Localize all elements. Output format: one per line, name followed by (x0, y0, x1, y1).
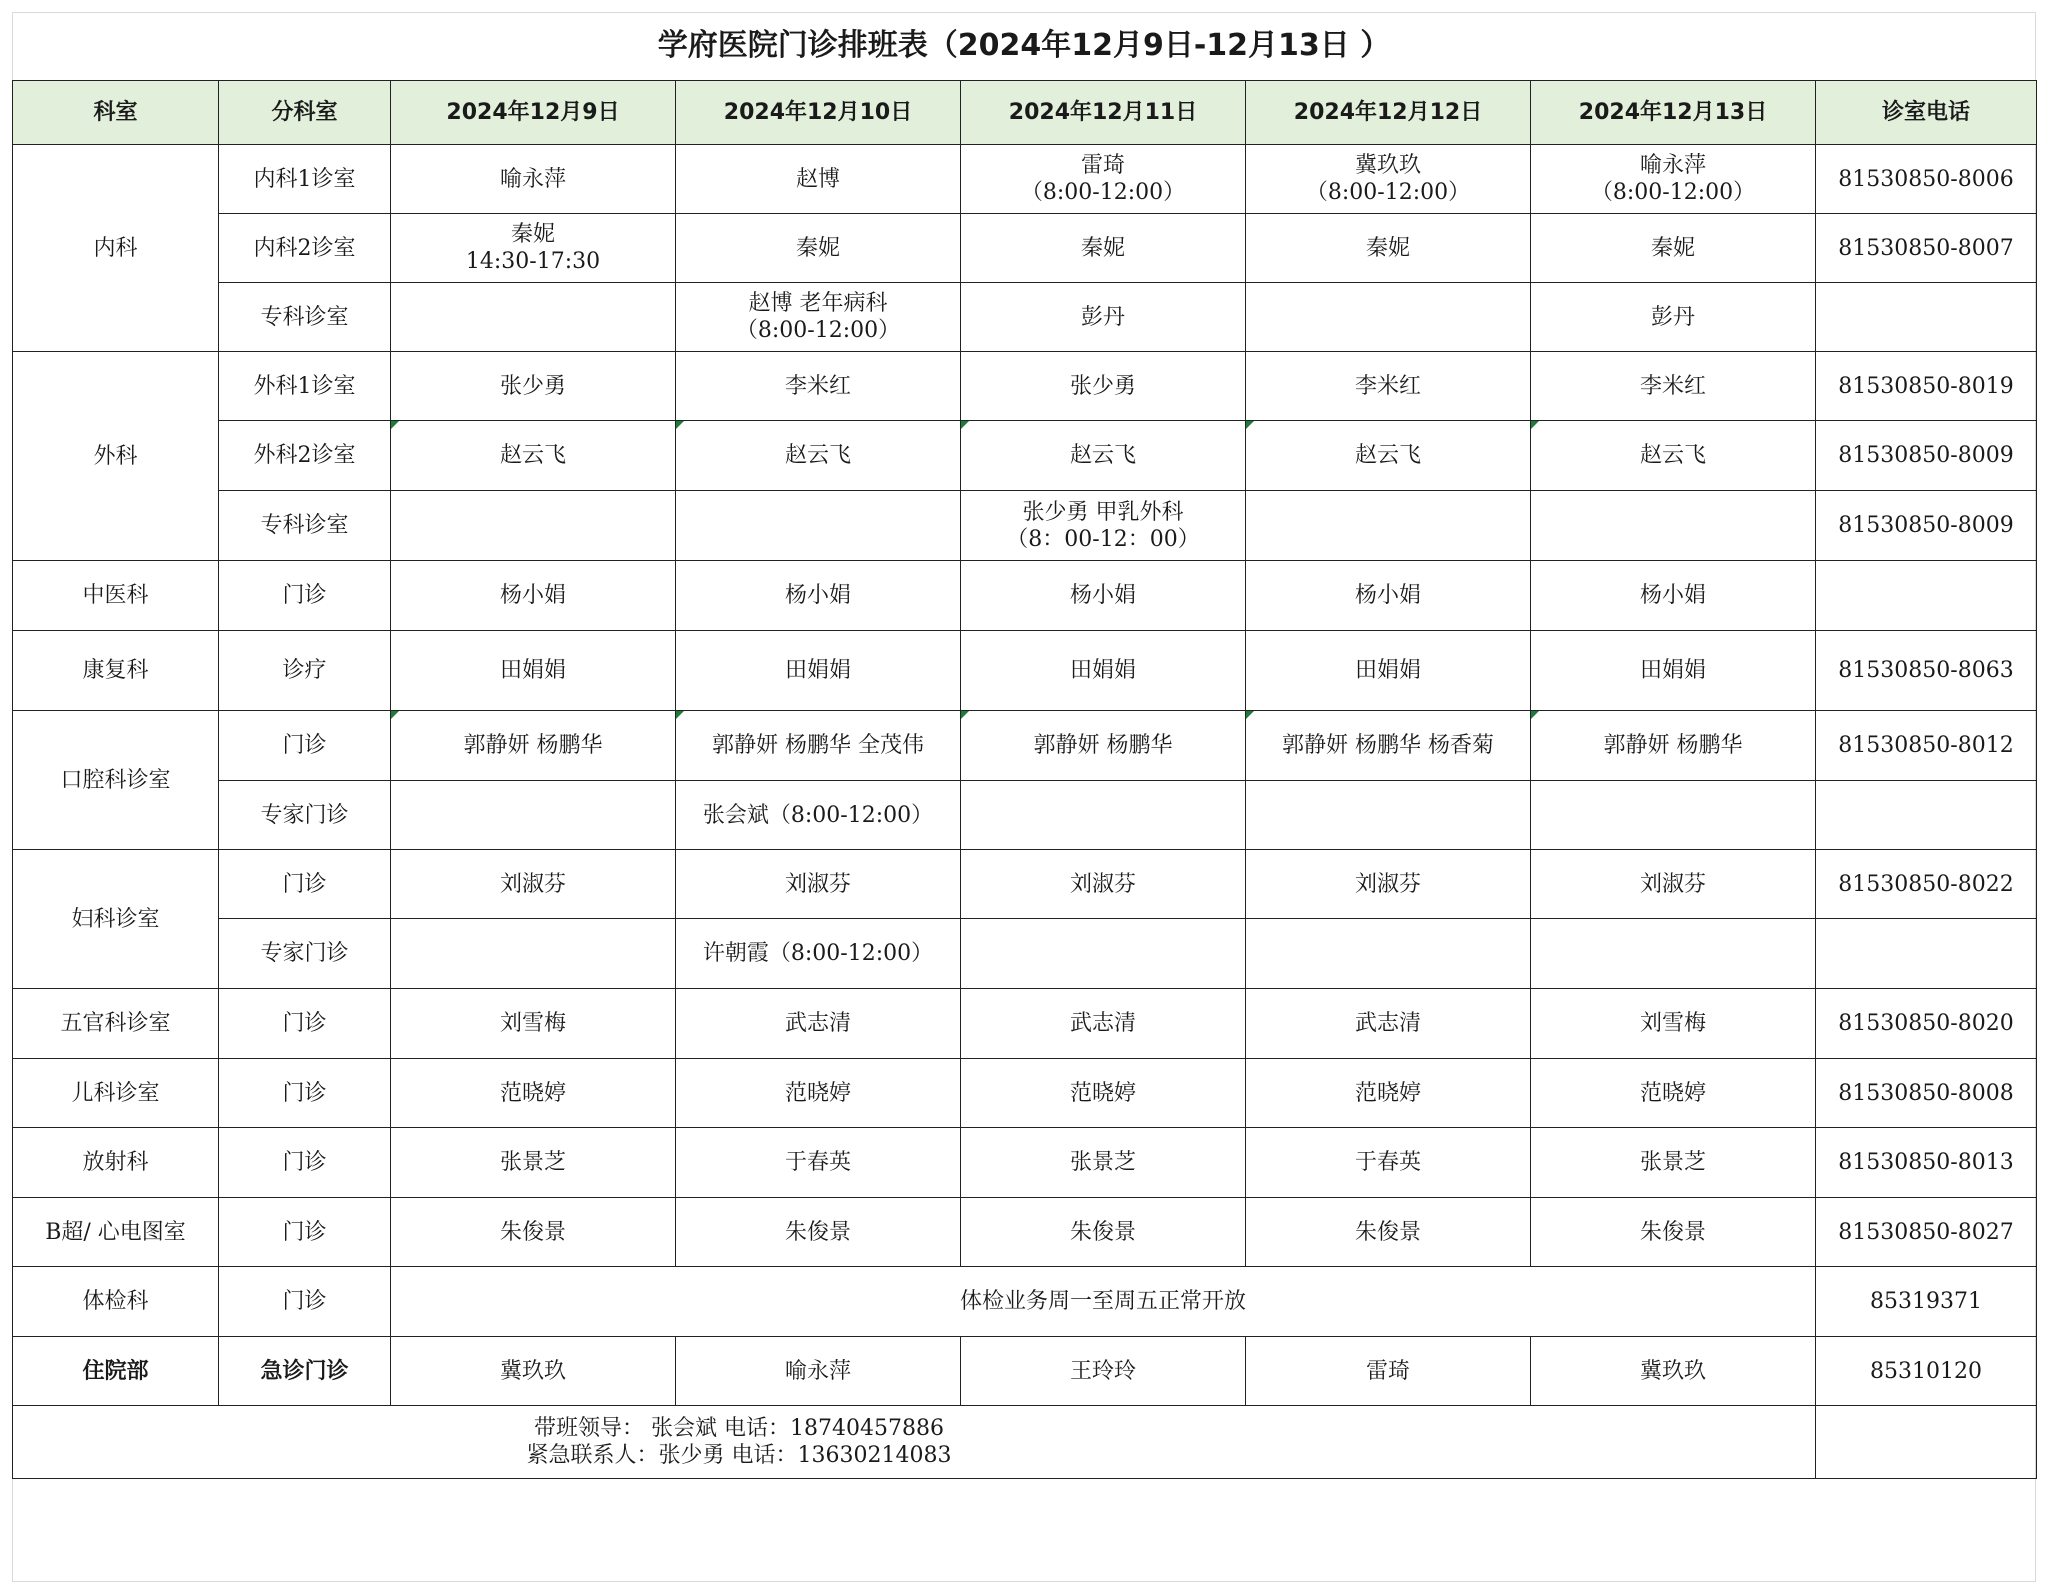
doctor-text: 范晓婷 (1639, 1080, 1706, 1106)
doctor-text: 杨小娟 (1639, 583, 1706, 608)
department-cell[interactable]: 体检科 (13, 1267, 219, 1337)
sub-department-cell[interactable]: 门诊 (219, 711, 391, 781)
schedule-cell[interactable] (1246, 1128, 1531, 1198)
doctor-text: 14:30-17:30 (465, 249, 601, 274)
doctor-text: 范晓婷 (1069, 1080, 1136, 1106)
doctor-text: 冀玖玖 (499, 1358, 566, 1384)
schedule-cell[interactable] (676, 781, 961, 850)
doctor-text: 赵博 (795, 166, 840, 192)
phone-cell[interactable]: 81530850-8063 (1816, 631, 2037, 711)
header-row (13, 81, 2037, 145)
doctor-text: 雷琦 (1365, 1358, 1410, 1384)
doctor-text: 刘雪梅 (499, 1011, 566, 1036)
department-cell[interactable]: 五官科诊室 (13, 989, 219, 1059)
phone-cell[interactable]: 81530850-8007 (1816, 214, 2037, 283)
schedule-cell[interactable] (1531, 850, 1816, 919)
schedule-cell[interactable] (961, 989, 1246, 1059)
sub-department-cell[interactable]: 门诊 (219, 850, 391, 919)
department-cell[interactable]: 妇科诊室 (13, 850, 219, 989)
department-cell[interactable]: 住院部 (13, 1337, 219, 1406)
sub-department-cell[interactable]: 外科2诊室 (219, 421, 391, 491)
schedule-cell[interactable] (391, 919, 676, 989)
schedule-cell[interactable] (676, 850, 961, 919)
doctor-text: （8:00-12:00） (735, 318, 901, 343)
phone-cell[interactable] (1816, 919, 2037, 989)
doctor-text: 李米红 (784, 373, 851, 399)
doctor-text: 张少勇 (499, 373, 566, 399)
schedule-cell[interactable] (391, 214, 676, 283)
phone-cell[interactable]: 81530850-8009 (1816, 421, 2037, 491)
doctor-text: 冀玖玖 (1354, 153, 1421, 178)
doctor-text: 张景芝 (1069, 1150, 1136, 1175)
department-cell[interactable]: 内科 (13, 145, 219, 352)
schedule-table (12, 80, 2037, 1479)
schedule-cell[interactable] (391, 631, 676, 711)
doctor-text: 李米红 (1639, 373, 1706, 399)
schedule-cell[interactable] (1246, 989, 1531, 1059)
doctor-text: 张景芝 (499, 1150, 566, 1175)
schedule-cell[interactable] (1246, 1337, 1531, 1406)
sub-department-cell[interactable]: 门诊 (219, 1198, 391, 1267)
schedule-cell[interactable] (676, 631, 961, 711)
doctor-text: 朱俊景 (784, 1219, 851, 1245)
schedule-cell[interactable] (1246, 214, 1531, 283)
doctor-text: 刘淑芬 (499, 871, 566, 897)
page-title: 学府医院门诊排班表（2024年12月9日-12月13日 ） (657, 28, 1391, 63)
doctor-text: 刘淑芬 (1354, 871, 1421, 897)
header-cell[interactable]: 分科室 (219, 81, 391, 145)
table-row (13, 781, 2037, 850)
doctor-text: 杨小娟 (1354, 583, 1421, 608)
doctor-text: 田娟娟 (1354, 658, 1421, 683)
doctor-text: 杨小娟 (784, 583, 851, 608)
schedule-cell[interactable] (961, 850, 1246, 919)
table-row (13, 214, 2037, 283)
doctor-text: 田娟娟 (499, 658, 566, 683)
doctor-text: 赵云飞 (1354, 443, 1421, 468)
department-cell[interactable]: 放射科 (13, 1128, 219, 1198)
phone-cell[interactable]: 81530850-8020 (1816, 989, 2037, 1059)
footer-row (13, 1406, 2037, 1479)
table-row (13, 989, 2037, 1059)
schedule-cell[interactable] (1531, 1337, 1816, 1406)
schedule-cell[interactable] (1531, 989, 1816, 1059)
schedule-cell[interactable] (391, 850, 676, 919)
contact-info-cell[interactable] (13, 1406, 1816, 1479)
doctor-text: 武志清 (784, 1011, 851, 1036)
schedule-cell[interactable] (676, 989, 961, 1059)
schedule-cell[interactable] (1246, 711, 1531, 781)
doctor-text: 赵云飞 (499, 443, 566, 468)
schedule-cell[interactable] (961, 352, 1246, 421)
department-cell[interactable]: 儿科诊室 (13, 1059, 219, 1128)
phone-cell[interactable]: 81530850-8006 (1816, 145, 2037, 214)
schedule-cell[interactable] (1246, 919, 1531, 989)
schedule-cell[interactable] (391, 421, 676, 491)
doctor-text: 田娟娟 (1639, 658, 1706, 683)
schedule-cell[interactable] (391, 711, 676, 781)
doctor-text: 彭丹 (1650, 304, 1695, 330)
phone-cell[interactable] (1816, 781, 2037, 850)
doctor-text: 郭静妍 杨鹏华 (1603, 733, 1743, 758)
header-cell[interactable]: 2024年12月11日 (961, 81, 1246, 145)
phone-cell[interactable]: 81530850-8013 (1816, 1128, 2037, 1198)
doctor-text: 郭静妍 杨鹏华 全茂伟 (712, 733, 924, 758)
table-row (13, 1267, 2037, 1337)
doctor-text: 朱俊景 (1639, 1219, 1706, 1245)
doctor-text: 秦妮 (1080, 235, 1125, 261)
phone-cell[interactable]: 81530850-8012 (1816, 711, 2037, 781)
table-row (13, 711, 2037, 781)
schedule-cell[interactable] (1531, 283, 1816, 352)
schedule-cell[interactable] (1246, 352, 1531, 421)
schedule-cell[interactable] (1246, 561, 1531, 631)
table-row (13, 145, 2037, 214)
doctor-text: 刘淑芬 (1639, 871, 1706, 897)
doctor-text: （8:00-12:00） (1020, 180, 1186, 205)
schedule-cell[interactable] (1531, 1198, 1816, 1267)
header-cell[interactable]: 2024年12月13日 (1531, 81, 1816, 145)
schedule-cell[interactable] (676, 1337, 961, 1406)
phone-cell[interactable]: 81530850-8019 (1816, 352, 2037, 421)
phone-cell[interactable]: 81530850-8022 (1816, 850, 2037, 919)
schedule-cell[interactable] (961, 919, 1246, 989)
doctor-text: 张会斌（8:00-12:00） (702, 802, 934, 828)
phone-cell[interactable]: 81530850-8027 (1816, 1198, 2037, 1267)
schedule-cell[interactable] (391, 491, 676, 561)
phone-cell[interactable]: 85310120 (1816, 1337, 2037, 1406)
doctor-text: 许朝霞（8:00-12:00） (702, 941, 934, 966)
schedule-cell[interactable] (676, 1128, 961, 1198)
doctor-text: 武志清 (1354, 1011, 1421, 1036)
schedule-cell[interactable] (676, 145, 961, 214)
doctor-text: 刘淑芬 (1069, 871, 1136, 897)
schedule-cell[interactable] (1246, 145, 1531, 214)
contact-line: 带班领导： 张会斌 电话：18740457886 (534, 1416, 944, 1441)
schedule-cell[interactable] (676, 421, 961, 491)
schedule-cell[interactable] (1531, 214, 1816, 283)
sub-department-cell[interactable]: 专家门诊 (219, 781, 391, 850)
table-row (13, 919, 2037, 989)
phone-cell[interactable]: 81530850-8008 (1816, 1059, 2037, 1128)
doctor-text: 秦妮 (510, 222, 555, 247)
doctor-text: 刘淑芬 (784, 871, 851, 897)
department-cell[interactable]: 康复科 (13, 631, 219, 711)
table-row (13, 491, 2037, 561)
schedule-cell[interactable] (961, 421, 1246, 491)
schedule-cell[interactable] (391, 1337, 676, 1406)
doctor-text: 朱俊景 (499, 1219, 566, 1245)
doctor-text: 王玲玲 (1069, 1358, 1136, 1384)
schedule-cell[interactable] (676, 1059, 961, 1128)
doctor-text: 范晓婷 (499, 1080, 566, 1106)
schedule-cell[interactable] (961, 631, 1246, 711)
table-row (13, 421, 2037, 491)
schedule-cell[interactable] (961, 283, 1246, 352)
phone-cell[interactable] (1816, 1406, 2037, 1479)
phone-cell[interactable]: 85319371 (1816, 1267, 2037, 1337)
sub-department-cell[interactable]: 内科2诊室 (219, 214, 391, 283)
doctor-text: 田娟娟 (784, 658, 851, 683)
phone-cell[interactable] (1816, 561, 2037, 631)
schedule-cell[interactable] (1246, 850, 1531, 919)
schedule-cell[interactable] (391, 781, 676, 850)
schedule-cell[interactable] (1246, 421, 1531, 491)
schedule-cell[interactable] (1531, 145, 1816, 214)
schedule-cell[interactable] (961, 491, 1246, 561)
schedule-cell[interactable] (961, 214, 1246, 283)
schedule-cell[interactable] (391, 283, 676, 352)
contact-line: 紧急联系人：张少勇 电话：13630214083 (526, 1443, 952, 1468)
sub-department-cell[interactable]: 急诊门诊 (219, 1337, 391, 1406)
schedule-cell[interactable] (391, 1128, 676, 1198)
doctor-text: 喻永萍 (784, 1358, 851, 1384)
schedule-cell[interactable] (1246, 283, 1531, 352)
doctor-text: 张景芝 (1639, 1150, 1706, 1175)
schedule-cell[interactable] (961, 781, 1246, 850)
doctor-text: 李米红 (1354, 373, 1421, 399)
schedule-cell[interactable] (676, 919, 961, 989)
schedule-cell[interactable] (1531, 352, 1816, 421)
doctor-text: 范晓婷 (1354, 1080, 1421, 1106)
schedule-cell[interactable] (391, 989, 676, 1059)
schedule-cell[interactable] (1246, 1198, 1531, 1267)
doctor-text: 田娟娟 (1069, 658, 1136, 683)
header-cell[interactable]: 科室 (13, 81, 219, 145)
table-row (13, 352, 2037, 421)
table-row (13, 1337, 2037, 1406)
table-row (13, 561, 2037, 631)
header-cell[interactable]: 2024年12月9日 (391, 81, 676, 145)
doctor-text: 雷琦 (1080, 153, 1125, 178)
schedule-cell[interactable] (961, 1337, 1246, 1406)
schedule-cell[interactable] (1246, 1059, 1531, 1128)
schedule-cell[interactable] (1531, 421, 1816, 491)
schedule-cell[interactable] (676, 352, 961, 421)
department-cell[interactable]: 中医科 (13, 561, 219, 631)
doctor-text: 喻永萍 (1639, 153, 1706, 178)
sub-department-cell[interactable]: 门诊 (219, 1267, 391, 1337)
schedule-cell[interactable] (1531, 711, 1816, 781)
doctor-text: 冀玖玖 (1639, 1358, 1706, 1384)
doctor-text: 张少勇 (1069, 373, 1136, 399)
department-cell[interactable]: 口腔科诊室 (13, 711, 219, 850)
phone-cell[interactable] (1816, 283, 2037, 352)
schedule-cell[interactable] (961, 145, 1246, 214)
doctor-text: （8:00-12:00） (1590, 180, 1756, 205)
doctor-text: 秦妮 (1365, 235, 1410, 261)
schedule-cell[interactable] (391, 352, 676, 421)
doctor-text: 郭静妍 杨鹏华 (463, 733, 603, 758)
doctor-text: 朱俊景 (1354, 1219, 1421, 1245)
table-row (13, 283, 2037, 352)
sub-department-cell[interactable]: 专科诊室 (219, 283, 391, 352)
doctor-text: 范晓婷 (784, 1080, 851, 1106)
schedule-cell[interactable] (676, 214, 961, 283)
doctor-text: 杨小娟 (1069, 583, 1136, 608)
schedule-cell[interactable] (1531, 781, 1816, 850)
doctor-text: 赵云飞 (784, 443, 851, 468)
department-cell[interactable]: B超/ 心电图室 (13, 1198, 219, 1267)
doctor-text: 杨小娟 (499, 583, 566, 608)
doctor-text: 朱俊景 (1069, 1219, 1136, 1245)
schedule-cell[interactable] (391, 145, 676, 214)
schedule-cell[interactable] (1246, 781, 1531, 850)
doctor-text: 秦妮 (1650, 235, 1695, 261)
schedule-cell[interactable] (961, 561, 1246, 631)
doctor-text: 赵云飞 (1069, 443, 1136, 468)
department-cell[interactable]: 外科 (13, 352, 219, 561)
table-row (13, 1128, 2037, 1198)
sub-department-cell[interactable]: 专家门诊 (219, 919, 391, 989)
sub-department-cell[interactable]: 门诊 (219, 1059, 391, 1128)
doctor-text: 彭丹 (1080, 304, 1125, 330)
doctor-text: 张少勇 甲乳外科 (1022, 499, 1184, 525)
schedule-cell[interactable] (1531, 919, 1816, 989)
schedule-cell[interactable] (676, 283, 961, 352)
doctor-text: 赵博 老年病科 (748, 291, 888, 316)
schedule-cell[interactable] (676, 711, 961, 781)
table-row (13, 1198, 2037, 1267)
schedule-cell[interactable] (1246, 491, 1531, 561)
schedule-cell[interactable] (676, 561, 961, 631)
schedule-cell[interactable] (391, 561, 676, 631)
doctor-text: 于春英 (1354, 1150, 1421, 1175)
schedule-cell[interactable] (1531, 491, 1816, 561)
schedule-cell[interactable] (391, 1198, 676, 1267)
header-cell[interactable]: 2024年12月10日 (676, 81, 961, 145)
sub-department-cell[interactable]: 内科1诊室 (219, 145, 391, 214)
table-row (13, 631, 2037, 711)
sub-department-cell[interactable]: 诊疗 (219, 631, 391, 711)
sub-department-cell[interactable]: 外科1诊室 (219, 352, 391, 421)
schedule-cell[interactable] (961, 1128, 1246, 1198)
schedule-cell[interactable] (676, 1198, 961, 1267)
schedule-cell[interactable] (1531, 561, 1816, 631)
schedule-cell[interactable] (391, 1059, 676, 1128)
table-row (13, 1059, 2037, 1128)
schedule-cell[interactable] (1531, 1059, 1816, 1128)
doctor-text: 秦妮 (795, 235, 840, 261)
schedule-cell[interactable] (961, 1059, 1246, 1128)
table-row (13, 850, 2037, 919)
sub-department-cell[interactable]: 门诊 (219, 989, 391, 1059)
doctor-text: 郭静妍 杨鹏华 (1033, 733, 1173, 758)
header-cell[interactable]: 诊室电话 (1816, 81, 2037, 145)
sub-department-cell[interactable]: 门诊 (219, 1128, 391, 1198)
doctor-text: 郭静妍 杨鹏华 杨香菊 (1282, 733, 1494, 758)
schedule-cell[interactable] (1531, 631, 1816, 711)
doctor-text: 喻永萍 (499, 166, 566, 192)
schedule-cell[interactable] (961, 711, 1246, 781)
schedule-cell[interactable] (1531, 1128, 1816, 1198)
sub-department-cell[interactable]: 专科诊室 (219, 491, 391, 561)
schedule-cell[interactable] (676, 491, 961, 561)
phone-cell[interactable]: 81530850-8009 (1816, 491, 2037, 561)
doctor-text: 赵云飞 (1639, 443, 1706, 468)
doctor-text: 刘雪梅 (1639, 1011, 1706, 1036)
doctor-text: （8：00-12：00） (1006, 526, 1200, 552)
doctor-text: 武志清 (1069, 1011, 1136, 1036)
doctor-text: 于春英 (784, 1150, 851, 1175)
header-cell[interactable]: 2024年12月12日 (1246, 81, 1531, 145)
merged-note-cell[interactable]: 体检业务周一至周五正常开放 (391, 1267, 1816, 1337)
doctor-text: （8:00-12:00） (1305, 180, 1471, 205)
schedule-cell[interactable] (1246, 631, 1531, 711)
schedule-cell[interactable] (961, 1198, 1246, 1267)
sub-department-cell[interactable]: 门诊 (219, 561, 391, 631)
